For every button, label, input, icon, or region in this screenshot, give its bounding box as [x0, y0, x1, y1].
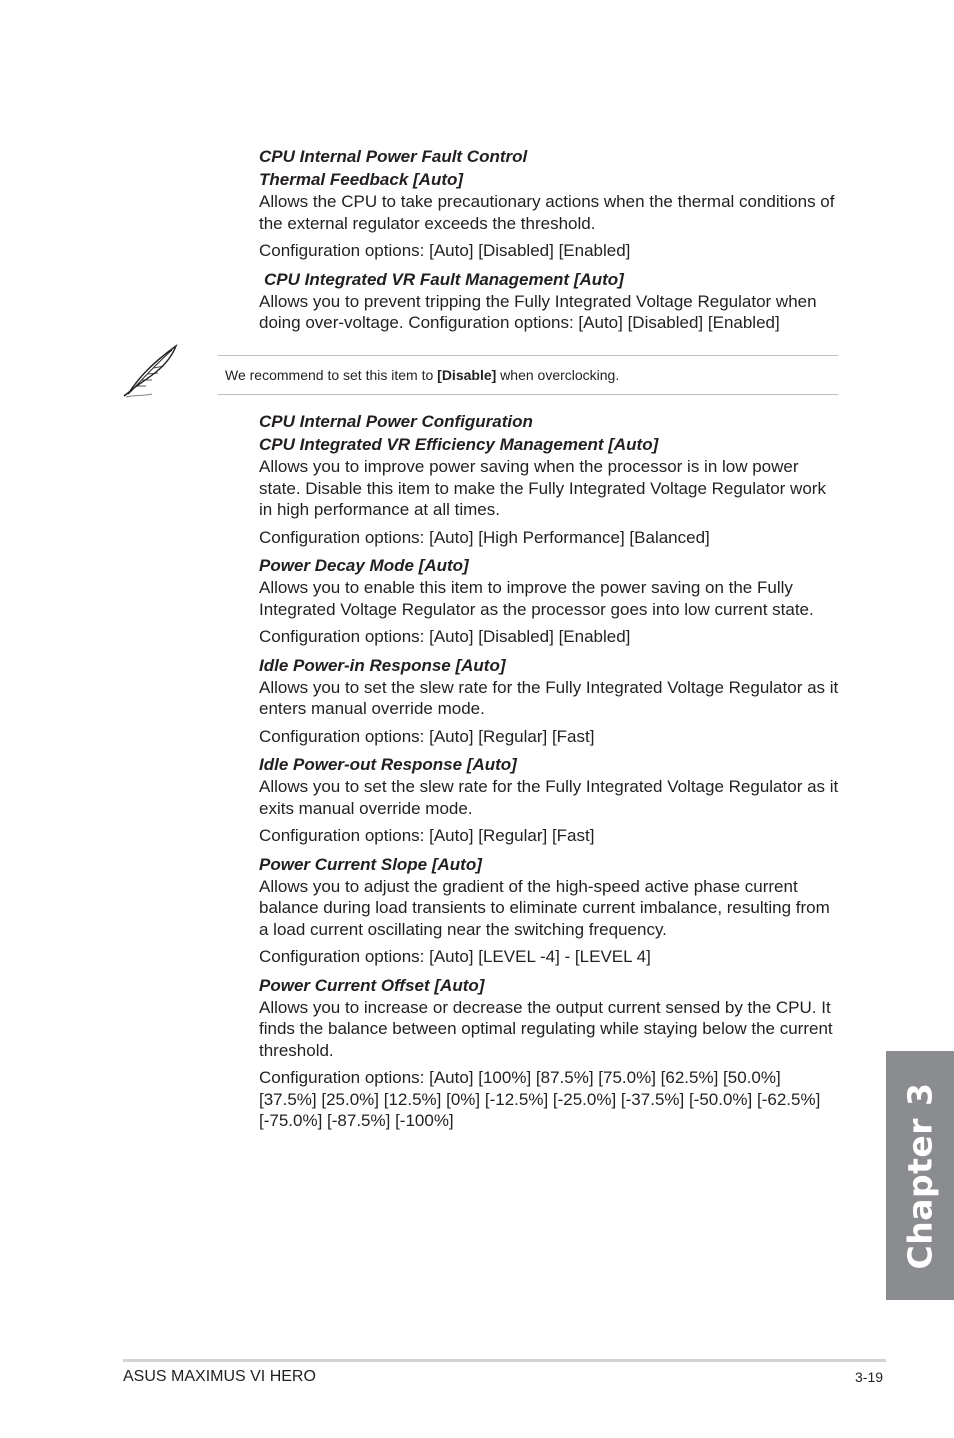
note-text-bold: [Disable] — [437, 367, 497, 383]
item-title: Idle Power-out Response [Auto] — [259, 755, 517, 774]
item-description: Allows you to improve power saving when the processor is in low power state. Disable this item to make the Fully Integrated Voltage Regulator work in high performance at all times. — [259, 457, 826, 519]
footer-page-number: 3-19 — [855, 1369, 884, 1385]
note-text — [225, 366, 619, 384]
item-options: Configuration options: [Auto] [LEVEL -4] - [LEVEL 4] — [259, 947, 651, 966]
item-options: Configuration options: [Auto] [Disabled] [Enabled] — [259, 627, 631, 646]
section-heading: CPU Internal Power Configuration — [259, 412, 533, 431]
item-description: Allows the CPU to take precautionary actions when the thermal conditions of the external regulator exceeds the threshold. — [259, 192, 835, 233]
item-title: Power Decay Mode [Auto] — [259, 556, 469, 575]
item-options: Configuration options: [Auto] [Disabled] [Enabled] — [259, 241, 631, 260]
footer-product-name: ASUS MAXIMUS VI HERO — [123, 1368, 316, 1385]
pen-feather-icon — [122, 342, 180, 398]
item-options: Configuration options: [Auto] [Regular] [Fast] — [259, 826, 595, 845]
note-text-end: when overclocking. — [496, 367, 620, 383]
note-text-start: We recommend to set this item to — [225, 367, 438, 383]
note-bottom-rule — [218, 394, 838, 395]
note-top-rule — [218, 355, 838, 356]
item-title: CPU Integrated VR Fault Management [Auto] — [264, 269, 624, 289]
footer-rule — [123, 1359, 886, 1362]
item-title: CPU Integrated VR Efficiency Management [Auto] — [259, 435, 659, 454]
item-description: Allows you to enable this item to improve the power saving on the Fully Integrated Voltage Regulator as the processor goes into low current state. — [259, 578, 814, 619]
item-title: Power Current Slope [Auto] — [259, 854, 482, 874]
item-description: Allows you to prevent tripping the Fully Integrated Voltage Regulator when doing over-voltage. Configuration options: [Auto] [Disabled] [Enabled] — [259, 291, 817, 332]
section-thermal-feedback — [259, 146, 839, 334]
item-description: Allows you to adjust the gradient of the high-speed active phase current balance during load transients to eliminate current imbalance, resulting from a load current oscillating near the switching frequency. — [259, 876, 830, 939]
item-title: Idle Power-in Response [Auto] — [259, 655, 506, 675]
section-heading: CPU Internal Power Fault Control — [259, 147, 528, 166]
item-options: Configuration options: [Auto] [100%] [87.5%] [75.0%] [62.5%] [50.0%] [37.5%] [25.0%] [12.5%] [0%] [-12.5%] [-25.0%] [-37.5%] [-50.0%] [-62.5%] [-75.0%] [-87.5%] [-100%] — [259, 1068, 821, 1130]
item-title: Thermal Feedback [Auto] — [259, 170, 464, 189]
item-options: Configuration options: [Auto] [High Performance] [Balanced] — [259, 527, 710, 547]
item-title: Power Current Offset [Auto] — [259, 975, 485, 995]
chapter-tab — [886, 1051, 954, 1300]
item-options: Configuration options: [Auto] [Regular] [Fast] — [259, 726, 595, 746]
chapter-tab-label: Chapter 3 — [900, 1082, 940, 1269]
section-power-configuration — [259, 411, 839, 1132]
item-description: Allows you to set the slew rate for the Fully Integrated Voltage Regulator as it exits manual override mode. — [259, 777, 839, 818]
item-description: Allows you to set the slew rate for the Fully Integrated Voltage Regulator as it enters manual override mode. — [259, 677, 839, 718]
item-description: Allows you to increase or decrease the output current sensed by the CPU. It finds the balance between optimal regulating while staying below the current threshold. — [259, 997, 833, 1060]
